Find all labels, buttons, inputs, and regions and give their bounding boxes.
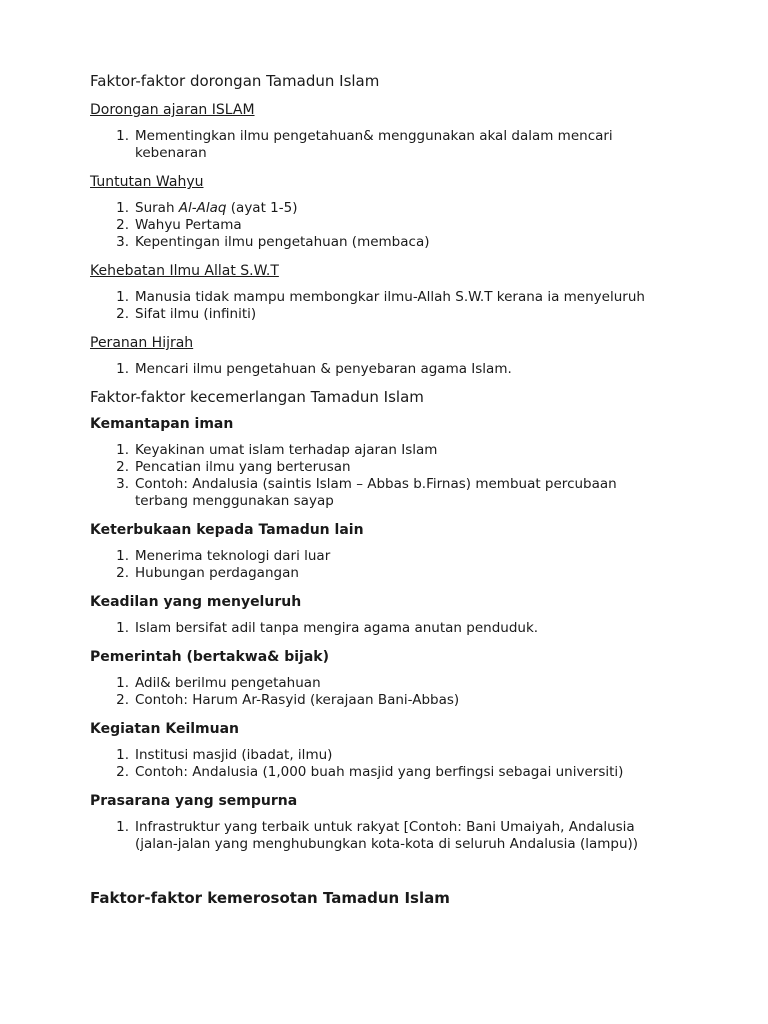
numbered-list xyxy=(90,620,690,637)
list-item: 2. Hubungan perdagangan xyxy=(116,565,299,581)
list-item: 1. Infrastruktur yang terbaik untuk rakyat [Contoh: Bani Umaiyah, Andalusia (jalan-jalan yang menghubungkan kota-kota di seluruh Andalusia (lampu)) xyxy=(116,819,639,852)
group-heading: Keadilan yang menyeluruh xyxy=(90,594,302,610)
list-item: 1. Menerima teknologi dari luar xyxy=(116,548,331,564)
list-item: 2. Sifat ilmu (infiniti) xyxy=(116,306,257,322)
list-item: 1. Manusia tidak mampu membongkar ilmu-Allah S.W.T kerana ia menyeluruh xyxy=(116,289,645,305)
list-item: 3. Kepentingan ilmu pengetahuan (membaca) xyxy=(116,234,430,250)
emphasis-text: Al-Alaq xyxy=(178,200,227,216)
section-title: Faktor-faktor dorongan Tamadun Islam xyxy=(90,72,380,90)
numbered-list xyxy=(90,675,690,709)
list-item: 1. Institusi masjid (ibadat, ilmu) xyxy=(116,747,333,763)
numbered-list xyxy=(90,747,690,781)
group-heading: Kemantapan iman xyxy=(90,416,234,432)
list-item: 1. Adil& berilmu pengetahuan xyxy=(116,675,321,691)
group-heading: Kegiatan Keilmuan xyxy=(90,721,240,737)
numbered-list xyxy=(90,819,690,853)
group-heading: Peranan Hijrah xyxy=(90,335,194,351)
numbered-list xyxy=(90,289,690,323)
group-heading: Kehebatan Ilmu Allat S.W.T xyxy=(90,263,279,279)
list-item: 1. Keyakinan umat islam terhadap ajaran Islam xyxy=(116,442,438,458)
list-item: 1. Islam bersifat adil tanpa mengira agama anutan penduduk. xyxy=(116,620,539,636)
section-title: Faktor-faktor kecemerlangan Tamadun Islam xyxy=(90,388,424,406)
group-heading: Pemerintah (bertakwa& bijak) xyxy=(90,649,329,665)
list-item: 2. Contoh: Harum Ar-Rasyid (kerajaan Bani-Abbas) xyxy=(116,692,460,708)
numbered-list xyxy=(90,442,690,510)
list-item: 2. Pencatian ilmu yang berterusan xyxy=(116,459,351,475)
list-item: 1. Mementingkan ilmu pengetahuan& menggunakan akal dalam mencari kebenaran xyxy=(116,128,613,161)
document-page xyxy=(90,70,690,909)
group-heading: Keterbukaan kepada Tamadun lain xyxy=(90,522,364,538)
list-item: 2. Wahyu Pertama xyxy=(116,217,242,233)
numbered-list xyxy=(90,548,690,582)
list-item: 3. Contoh: Andalusia (saintis Islam – Abbas b.Firnas) membuat percubaan terbang menggunakan sayap xyxy=(116,476,617,509)
numbered-list xyxy=(90,200,690,251)
list-item: 1. Surah Al-Alaq (ayat 1-5) xyxy=(116,200,298,216)
section-title: Faktor-faktor kemerosotan Tamadun Islam xyxy=(90,889,450,907)
list-item: 1. Mencari ilmu pengetahuan & penyebaran agama Islam. xyxy=(116,361,512,377)
list-item: 2. Contoh: Andalusia (1,000 buah masjid yang berfingsi sebagai universiti) xyxy=(116,764,624,780)
group-heading: Tuntutan Wahyu xyxy=(90,174,204,190)
numbered-list xyxy=(90,361,690,378)
group-heading: Dorongan ajaran ISLAM xyxy=(90,102,255,118)
numbered-list xyxy=(90,128,690,162)
group-heading: Prasarana yang sempurna xyxy=(90,793,298,809)
